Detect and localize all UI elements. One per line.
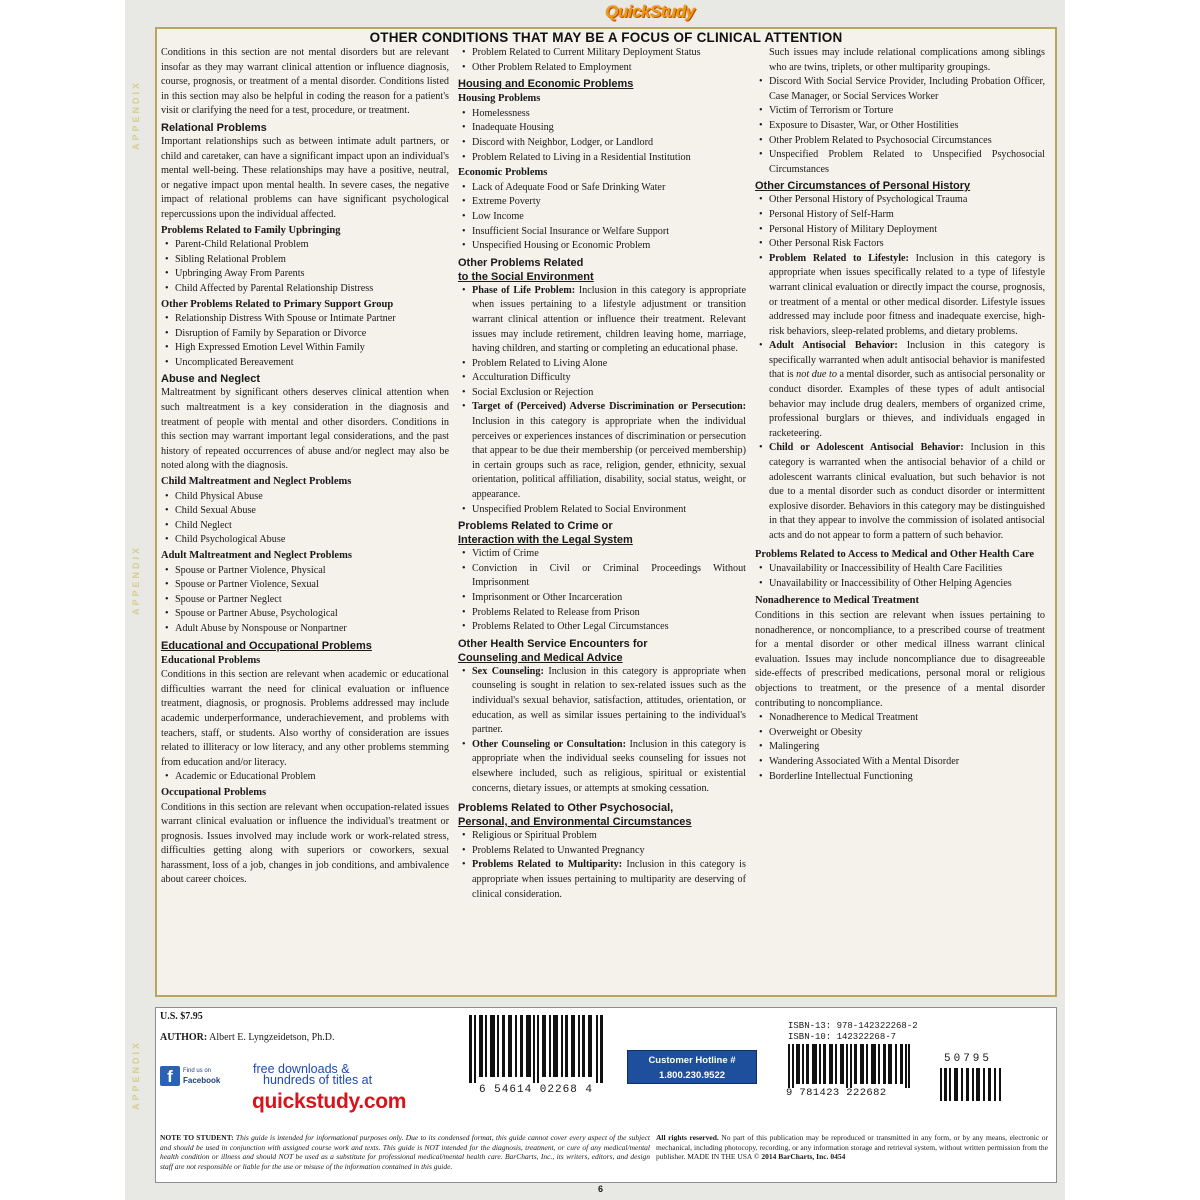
intro-paragraph: Conditions in this section are not mental disorders but are relevant insofar as they may warrant clinical attention or influence diagnosis, course, prognosis, or treatment of a mental disorder. Conditions listed in this section may also be helpful in coding the reason for a patient's visit or clarifying the need for a test, procedure, or treatment. <box>161 47 449 117</box>
bullet-list <box>458 181 746 254</box>
list-item: • Unspecified Problem Related to Social Environment <box>458 503 746 518</box>
customer-hotline-badge <box>627 1050 757 1084</box>
bullet-list <box>458 547 746 635</box>
column-1 <box>161 46 449 888</box>
list-item: • Problems Related to Release from Prison <box>458 606 746 621</box>
list-item: • Other Personal History of Psychological Trauma <box>755 193 1045 208</box>
page-title: OTHER CONDITIONS THAT MAY BE A FOCUS OF CLINICAL ATTENTION <box>369 30 843 45</box>
hotline-number: 1.800.230.9522 <box>658 1070 726 1081</box>
price-barcode-icon <box>940 1068 1002 1101</box>
subsection-heading: Occupational Problems <box>161 786 267 798</box>
website-link[interactable]: quickstudy.com <box>252 1090 407 1113</box>
facebook-small-label: Find us on <box>183 1068 212 1074</box>
paragraph: Important relationships such as between intimate adult partners, or child and caretaker, can have a significant impact upon an individual's mental well-being. These relationships may have a positive, neutral, or negative impact upon mental health. In severe cases, the negative impact of relational problems can have significant psychological repercussions upon the individual affected. <box>161 135 449 220</box>
bullet-list <box>161 490 449 548</box>
column-2 <box>458 46 746 902</box>
list-item: • Other Problem Related to Employment <box>458 61 746 76</box>
list-item: • Disruption of Family by Separation or Divorce <box>161 327 449 342</box>
list-item: • Problems Related to Other Legal Circumstances <box>458 620 746 635</box>
rights-label: All rights reserved. <box>656 1133 719 1142</box>
content-panel <box>155 27 1057 997</box>
isbn-10: ISBN-10: 142322268-7 <box>788 1032 897 1042</box>
list-item: • Child Psychological Abuse <box>161 533 449 548</box>
rights-text: No part of this publication may be reproduced or transmitted in any form, or by any means, electronic or mechanical, including photocopy, recording, or any information storage and retrieval system, without written permission from the publisher. MADE IN THE USA © <box>656 1133 1049 1162</box>
list-item <box>458 665 746 738</box>
section-heading: Other Health Service Encounters for <box>458 637 648 650</box>
appendix-side-tab: APPENDIX <box>131 80 141 151</box>
list-item: • Borderline Intellectual Functioning <box>755 770 1045 785</box>
section-heading: Counseling and Medical Advice <box>458 651 623 664</box>
list-item: • Unspecified Problem Related to Unspecified Psychosocial Circumstances <box>755 148 1045 177</box>
subsection-heading: Housing Problems <box>458 93 541 105</box>
definition: a mental disorder, such as antisocial personality or conduct disorder. Examples of these types of adult antisocial behavior may include drug dealers, members of organized crime, professional burglars or thieves, and individuals engaged in racketeering. <box>769 369 1046 439</box>
ean-barcode-icon <box>788 1044 910 1088</box>
section-heading: Problems Related to Crime or <box>458 520 613 533</box>
subsection-heading: Problems Related to Family Upbringing <box>161 224 341 236</box>
list-item: • Insufficient Social Insurance or Welfare Support <box>458 225 746 240</box>
upc-barcode-icon <box>469 1015 604 1083</box>
copyright-notice <box>656 1133 1048 1162</box>
list-item: • Academic or Educational Problem <box>161 770 449 785</box>
paragraph: Such issues may include relational complications among siblings who are twins, triplets, or other multiparity groupings. <box>769 47 1045 73</box>
list-item: • Victim of Terrorism or Torture <box>755 104 1045 119</box>
list-item: • Child Sexual Abuse <box>161 504 449 519</box>
list-item: • Acculturation Difficulty <box>458 371 746 386</box>
list-item: • Religious or Spiritual Problem <box>458 829 746 844</box>
bullet-list <box>458 284 746 518</box>
list-item: • Upbringing Away From Parents <box>161 267 449 282</box>
bullet-list <box>458 107 746 165</box>
list-item: • High Expressed Emotion Level Within Family <box>161 341 449 356</box>
list-item <box>755 441 1045 543</box>
section-heading: Educational and Occupational Problems <box>161 639 372 652</box>
bullet-list <box>755 711 1045 784</box>
subsection-heading: Educational Problems <box>161 654 261 666</box>
subsection-heading: Other Problems Related to Primary Support Group <box>161 298 394 310</box>
list-item: • Sibling Relational Problem <box>161 253 449 268</box>
appendix-side-tab: APPENDIX <box>131 545 141 616</box>
page-number: 6 <box>598 1184 604 1194</box>
subsection-heading: Child Maltreatment and Neglect Problems <box>161 476 352 488</box>
list-item: • Nonadherence to Medical Treatment <box>755 711 1045 726</box>
list-item: • Homelessness <box>458 107 746 122</box>
term: Child or Adolescent Antisocial Behavior: <box>769 442 964 454</box>
list-item: • Child Affected by Parental Relationship Distress <box>161 282 449 297</box>
list-item <box>755 339 1045 441</box>
definition: Inclusion in this category is specifically warranted when adult antisocial behavior is manifested that is <box>769 340 1045 381</box>
downloads-line: free downloads & <box>253 1062 350 1076</box>
subsection-heading: Adult Maltreatment and Neglect Problems <box>161 550 352 561</box>
price-code: 50795 <box>944 1053 993 1065</box>
list-item: • Overweight or Obesity <box>755 726 1045 741</box>
bullet-list <box>161 770 449 785</box>
list-item: • Unavailability or Inaccessibility of Health Care Facilities <box>755 562 1045 577</box>
definition: Inclusion in this category is warranted when the antisocial behavior of a child or adolescent warrants clinical evaluation, but such behavior is not due to a mental disorder such as conduct disorder or intermittent explosive disorder. Behaviors in this category may be distinguished in that they appear to involve the commission of isolated antisocial acts and do not appear to form a pattern of such behavior. <box>769 442 1046 541</box>
term: Target of (Perceived) Adverse Discrimination or Persecution: <box>472 401 746 413</box>
definition: Inclusion in this category is appropriate when issues pertaining to multiparity are deserving of clinical consideration. <box>472 859 746 900</box>
subsection-heading: Problems Related to Access to Medical and Other Health Care <box>755 548 1035 560</box>
bullet-list <box>161 238 449 296</box>
note-to-student <box>160 1133 650 1171</box>
paragraph: Maltreatment by significant others deserves clinical attention when such maltreatment is a key consideration in the diagnosis and treatment of people with mental and other disorders. Conditions in this section may warrant important legal considerations, and the past history of repeated occurrences of abuse and/or neglect may also be noted along with the diagnosis. <box>161 387 449 472</box>
list-item: • Child Neglect <box>161 519 449 534</box>
footer-box <box>155 1007 1057 1183</box>
bullet-list <box>458 829 746 902</box>
list-item: • Problems Related to Unwanted Pregnancy <box>458 844 746 859</box>
list-item: • Wandering Associated With a Mental Disorder <box>755 755 1045 770</box>
list-item <box>755 252 1045 340</box>
list-item: • Spouse or Partner Violence, Sexual <box>161 578 449 593</box>
list-item: • Discord with Neighbor, Lodger, or Landlord <box>458 136 746 151</box>
note-text: This guide is intended for informational purposes only. Due to its condensed format, this guide cannot cover every aspect of the subject and should be used in conjunction with assigned course work and texts. This guide is NOT intended for the diagnosis, treatment, or cure of any medical/mental health condition or illness and should NOT be used as a substitute for professional medical/mental health care. BarCharts, Inc., its writers, editors, and design staff are not responsible or liable for the use or misuse of the information contained in this guide. <box>160 1133 650 1171</box>
section-heading: Problems Related to Other Psychosocial, <box>458 802 674 815</box>
list-item: • Unspecified Housing or Economic Problem <box>458 239 746 254</box>
paragraph: Conditions in this section are relevant when academic or educational difficulties warrant the need for clinical evaluation or influence treatment, diagnosis, or prognosis. Problems addressed may include academic underperformance, underachievement, and problems with teachers, staff, or students. Also worthy of consideration are issues related to illiteracy or low literacy, and any other problems stemming from education and/or literacy. <box>161 669 449 768</box>
subsection-heading: Economic Problems <box>458 167 548 179</box>
section-heading: Abuse and Neglect <box>161 373 261 386</box>
term: Problems Related to Multiparity: <box>472 859 623 871</box>
bullet-list <box>458 46 746 75</box>
price: U.S. $7.95 <box>160 1011 203 1022</box>
downloads-line: hundreds of titles at <box>263 1073 373 1087</box>
list-item: • Low Income <box>458 210 746 225</box>
list-item: • Problem Related to Living in a Residential Institution <box>458 151 746 166</box>
facebook-label: Facebook <box>183 1076 221 1085</box>
appendix-side-tab: APPENDIX <box>131 1040 141 1111</box>
section-heading: Housing and Economic Problems <box>458 78 634 91</box>
definition: Inclusion in this category is appropriate when issues specifically related to a type of lifestyle warrant clinical evaluation or directly impact the course, prognosis, or treatment of a mental or other medical disorder. Lifestyle issues addressed may include poor fitness and inadequate exercise, high-risk behaviors, sleep-related problems, and dietary problems. <box>769 252 1045 337</box>
facebook-icon: f <box>160 1066 180 1086</box>
bullet-list <box>161 564 449 637</box>
bullet-list <box>161 312 449 370</box>
author-name: Albert E. Lyngzeidetson, Ph.D. <box>207 1032 335 1043</box>
list-item <box>458 284 746 357</box>
term: Other Counseling or Consultation: <box>472 738 626 750</box>
list-item: • Extreme Poverty <box>458 195 746 210</box>
isbn-13: ISBN-13: 978-142322268-2 <box>788 1021 918 1031</box>
bullet-list <box>755 562 1045 591</box>
list-item: • Spouse or Partner Abuse, Psychological <box>161 607 449 622</box>
term: Sex Counseling: <box>472 665 544 677</box>
column-3 <box>755 46 1045 784</box>
list-item: • Conviction in Civil or Criminal Proceedings Without Imprisonment <box>458 562 746 591</box>
list-item: • Relationship Distress With Spouse or Intimate Partner <box>161 312 449 327</box>
list-item: • Inadequate Housing <box>458 121 746 136</box>
definition: Inclusion in this category is appropriate when counseling is sought in relation to sex-related issues such as the individual's sexual behavior, satisfaction, attitudes, orientation, or education, as well as similar issues pertaining to the individual's partner. <box>472 665 746 736</box>
list-item: • Exposure to Disaster, War, or Other Hostilities <box>755 119 1045 134</box>
list-item: • Spouse or Partner Neglect <box>161 593 449 608</box>
bullet-list <box>458 665 746 796</box>
isbn-block <box>788 1021 918 1043</box>
quickstudy-logo: QuickStudy <box>605 2 695 21</box>
section-heading: Personal, and Environmental Circumstances <box>458 816 692 829</box>
definition: Inclusion in this category is appropriate when issues pertaining to a lifestyle adjustment or transition warrant clinical attention or influence their treatment. Relevant issues may include retirement, children leaving home, marriage, having children, and starting or completing an educational phase. <box>472 284 746 355</box>
paragraph: Conditions in this section are relevant when issues pertaining to nonadherence, or noncompliance, to a prescribed course of treatment for a mental disorder or other medical illness warrant clinical evaluation. Issues may include noncompliance due to disagreeable side-effects of prescribed medications, personal moral or religious objections to treatment, or the presence of a mental disorder contributing to noncompliance. <box>755 609 1045 709</box>
list-item: • Spouse or Partner Violence, Physical <box>161 564 449 579</box>
list-item: • Uncomplicated Bereavement <box>161 356 449 371</box>
list-item: • Child Physical Abuse <box>161 490 449 505</box>
hotline-label: Customer Hotline # <box>648 1055 736 1066</box>
term: Adult Antisocial Behavior: <box>769 340 898 352</box>
bullet-list <box>755 193 1045 543</box>
ean-number: 9 781423 222682 <box>786 1087 887 1099</box>
list-item: • Social Exclusion or Rejection <box>458 386 746 401</box>
rights-company: 2014 BarCharts, Inc. 0454 <box>761 1152 846 1162</box>
list-item <box>458 738 746 796</box>
list-item: • Other Problem Related to Psychosocial Circumstances <box>755 134 1045 149</box>
reference-sheet <box>125 0 1065 1200</box>
list-item: • Problem Related to Current Military Deployment Status <box>458 46 746 61</box>
list-item <box>458 858 746 902</box>
definition: Inclusion in this category is appropriate when the individual seeks counseling for issues not elsewhere included, such as religious, spiritual or existential concerns, dietary issues, or attempts at smoking cessation. <box>472 738 746 794</box>
term: Phase of Life Problem: <box>472 284 576 296</box>
upc-number: 6 54614 02268 4 <box>478 1084 594 1096</box>
list-item: • Lack of Adequate Food or Safe Drinking Water <box>458 181 746 196</box>
list-item: • Imprisonment or Other Incarceration <box>458 591 746 606</box>
list-item: • Personal History of Military Deployment <box>755 223 1045 238</box>
list-item: • Personal History of Self-Harm <box>755 208 1045 223</box>
list-item: • Adult Abuse by Nonspouse or Nonpartner <box>161 622 449 637</box>
list-item: • Problem Related to Living Alone <box>458 357 746 372</box>
list-item: • Discord With Social Service Provider, Including Probation Officer, Case Manager, or Social Services Worker <box>755 75 1045 104</box>
section-heading: Interaction with the Legal System <box>458 534 633 547</box>
facebook-link[interactable] <box>160 1066 220 1086</box>
list-item: • Parent-Child Relational Problem <box>161 238 449 253</box>
note-label: NOTE TO STUDENT: <box>160 1133 234 1142</box>
list-item: • Victim of Crime <box>458 547 746 562</box>
paragraph: Conditions in this section are relevant when occupation-related issues warrant clinical evaluation or influence the individual's treatment or prognosis. Issues involved may include work or work-related stress, difficulties getting along with superiors or coworkers, sexual harassment, loss of a job, changes in job conditions, and ambivalence about career choices. <box>161 801 449 886</box>
bullet-list <box>755 75 1045 177</box>
author-line <box>160 1032 334 1043</box>
author-label: AUTHOR: <box>160 1032 208 1043</box>
list-item <box>458 400 746 502</box>
section-heading: to the Social Environment <box>458 270 594 283</box>
subsection-heading: Nonadherence to Medical Treatment <box>755 595 919 607</box>
list-item: • Other Personal Risk Factors <box>755 237 1045 252</box>
section-heading: Other Circumstances of Personal History <box>755 180 971 193</box>
section-heading: Relational Problems <box>161 121 267 134</box>
term: Problem Related to Lifestyle: <box>769 252 909 264</box>
section-heading: Other Problems Related <box>458 256 584 269</box>
list-item: • Unavailability or Inaccessibility of Other Helping Agencies <box>755 577 1045 592</box>
definition: Inclusion in this category is appropriate when the individual perceives or experiences instances of discrimination or persecution that appear to be due their membership (or perceived membership) in certain groups such as race, religion, gender, ethnicity, sexual orientation, political affiliation, disability, social status, weight, or appearance. <box>472 416 746 501</box>
emphasis: not due to <box>796 369 837 381</box>
list-item: • Malingering <box>755 740 1045 755</box>
downloads-promo <box>253 1064 372 1086</box>
